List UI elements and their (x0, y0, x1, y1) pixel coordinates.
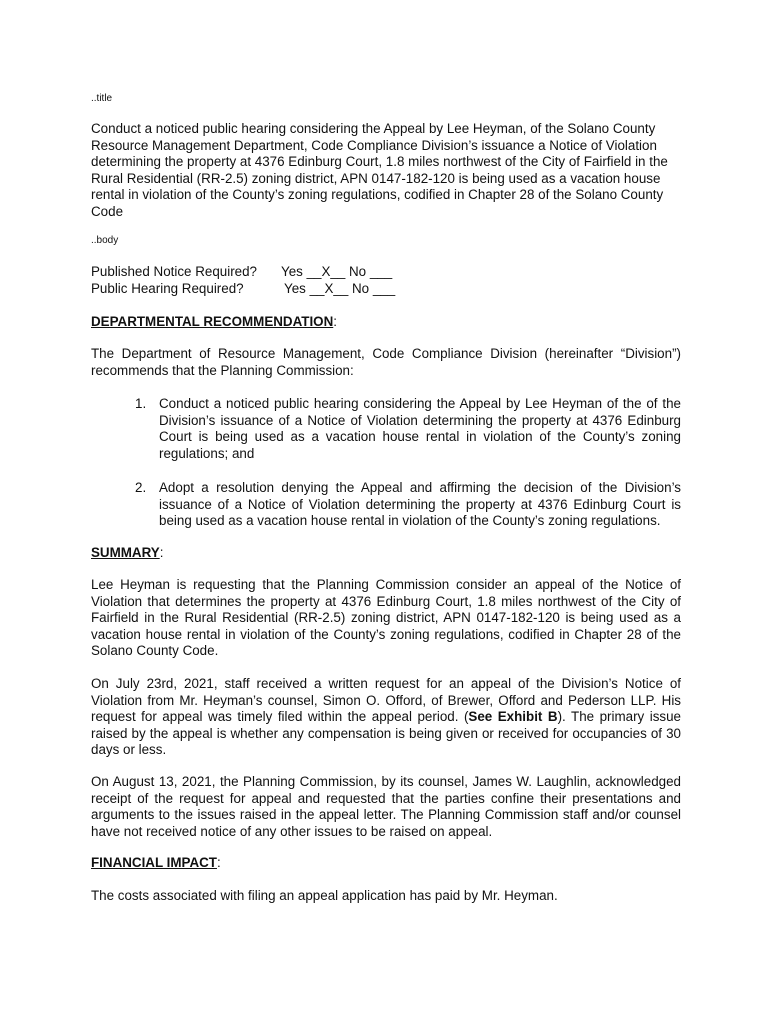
summary-paragraph-3: On August 13, 2021, the Planning Commission, by its counsel, James W. Laughlin, acknowledged receipt of the request for appeal and requested that the parties confine their presentations and arguments to the issues raised in the appeal letter. The Planning Commission staff and/or counsel have not received notice of any other issues to be raised on appeal. (91, 774, 681, 839)
public-hearing-answer: Yes __X__ No ___ (284, 281, 396, 296)
financial-heading: FINANCIAL IMPACT: (91, 855, 221, 870)
item-number: 1. (135, 396, 147, 411)
summary-paragraph-1: Lee Heyman is requesting that the Planning Commission consider an appeal of the Notice of Violation that determines the property at 4376 Edinburg Court, 1.8 miles northwest of the City of Fairfield in the Rural Residential (RR-2.5) zoning district, APN 0147-182-120 is being used as a vacation house rental in violation of the County’s zoning regulations, codified in Chapter 28 of the Solano County Code. (91, 577, 681, 659)
financial-text: The costs associated with filing an appeal application has paid by Mr. Heyman. (91, 888, 558, 903)
title-marker: ..title (91, 93, 113, 104)
summary-paragraph-2: On July 23rd, 2021, staff received a written request for an appeal of the Division’s Notice of Violation from Mr. Heyman’s counsel, Simon O. Offord, of Brewer, Offord and Pederson LLP. His request for appeal was timely filed within the appeal period. (See Exhibit B). The primary issue raised by the appeal is whether any compensation is being given or received for occupancies of 30 days or less. (91, 676, 681, 758)
public-hearing-row (91, 281, 395, 298)
body-marker: ..body (91, 235, 119, 246)
exhibit-reference: See Exhibit B (468, 709, 558, 725)
item-text: Conduct a noticed public hearing considering the Appeal by Lee Heyman of the of the Division’s issuance of a Notice of Violation determining the property at 4376 Edinburg Court is being used as a vacation house rental in violation of the County’s zoning regulations; and (159, 396, 681, 461)
public-hearing-label: Public Hearing Required? (91, 281, 244, 296)
recommendation-heading: DEPARTMENTAL RECOMMENDATION: (91, 314, 337, 329)
published-notice-row (91, 264, 392, 281)
summary-heading: SUMMARY: (91, 545, 164, 560)
published-notice-label: Published Notice Required? (91, 264, 257, 279)
item-text: Adopt a resolution denying the Appeal and affirming the decision of the Division’s issuance of a Notice of Violation determining the property at 4376 Edinburg Court is being used as a vacation house rental in violation of the County’s zoning regulations. (159, 480, 681, 529)
recommendation-intro: The Department of Resource Management, Code Compliance Division (hereinafter “Division”) recommends that the Planning Commission: (91, 346, 681, 378)
item-number: 2. (135, 480, 147, 495)
title-text: Conduct a noticed public hearing considering the Appeal by Lee Heyman, of the Solano County Resource Management Department, Code Compliance Division’s issuance a Notice of Violation determining the property at 4376 Edinburg Court, 1.8 miles northwest of the City of Fairfield in the Rural Residential (RR-2.5) zoning district, APN 0147-182-120 is being used as a vacation house rental in violation of the County’s zoning regulations, codified in Chapter 28 of the Solano County Code (91, 121, 668, 219)
published-notice-answer: Yes __X__ No ___ (281, 264, 393, 279)
